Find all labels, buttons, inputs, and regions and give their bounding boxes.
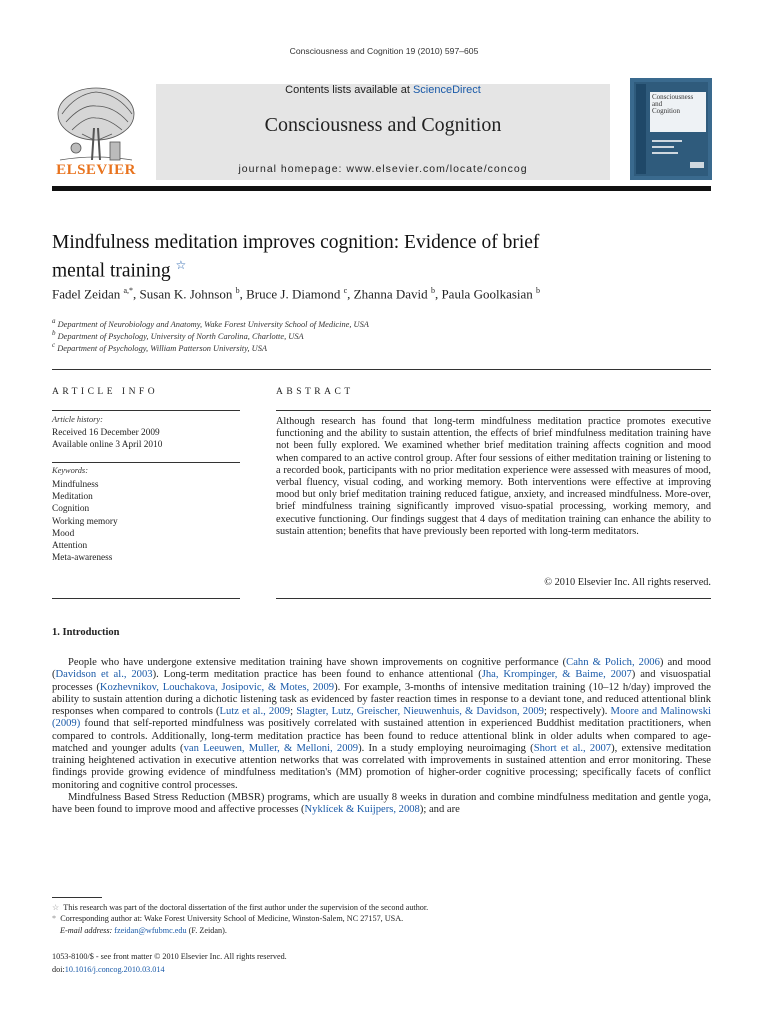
sciencedirect-link[interactable]: ScienceDirect xyxy=(412,84,481,96)
keyword: Attention xyxy=(52,541,88,552)
paragraph-text: ); and are xyxy=(419,804,460,815)
footnote-email xyxy=(60,926,227,935)
article-info-heading: ARTICLE INFO xyxy=(52,387,159,397)
keyword: Cognition xyxy=(52,504,90,515)
journal-masthead xyxy=(52,84,712,180)
article-info-rule xyxy=(52,410,240,411)
received-date: Received 16 December 2009 xyxy=(52,428,160,438)
masthead-rule xyxy=(52,186,711,191)
paragraph-text: ). Long-term meditation practice has been found to enhance attentional ( xyxy=(152,669,482,681)
keyword-list xyxy=(52,479,118,564)
paragraph-text: ) and mood ( xyxy=(52,657,711,681)
keyword: Mindfulness xyxy=(52,480,99,490)
email-label: E-mail address: xyxy=(60,926,113,935)
article-title xyxy=(52,231,652,283)
cover-title xyxy=(650,92,706,132)
issn-line: 1053-8100/$ - see front matter © 2010 Elsevier Inc. All rights reserved. xyxy=(52,952,287,961)
article-title-line-1: Mindfulness meditation improves cognition: Evidence of brief xyxy=(52,232,540,253)
article-info-bottom-rule xyxy=(52,598,240,599)
abstract-text: Although research has found that long-term mindfulness meditation practice promotes executive functioning and the ability to sustain attention, the effects of brief mindfulness meditation training have not been fully explored. We examined whether brief meditation training affects cognition and mood when compared to an active control group. After four sessions of either meditation training or listening to a recorded book, participants with no prior meditation experience were assessed with measures of mood, verbal fluency, visual coding, and working memory. Both interventions were effective at improving mood but only brief meditation training reduced fatigue, anxiety, and increased mindfulness. More-over, brief mindfulness training significantly improved visuo-spatial processing, working memory, and executive functioning. Our findings suggest that 4 days of meditation training can enhance the ability to sustain attention; benefits that have previously been reported with long-term meditators. xyxy=(276,416,711,537)
keyword: Working memory xyxy=(52,516,118,527)
journal-cover-thumbnail[interactable] xyxy=(630,78,712,180)
journal-banner xyxy=(156,84,610,180)
author-affiliation-mark: b xyxy=(430,286,435,295)
footnote-dissertation xyxy=(52,902,428,912)
keyword: Meditation xyxy=(52,492,93,503)
paragraph-text: ). In a study employing neuroimaging ( xyxy=(358,742,534,754)
author-name[interactable]: Zhanna David xyxy=(353,286,428,302)
title-footnote-star[interactable]: ☆ xyxy=(175,258,187,272)
abstract-heading: ABSTRACT xyxy=(276,387,354,397)
introduction-paragraph xyxy=(52,657,711,792)
paragraph-text: People who have undergone extensive meditation training have shown improvements on cognitive performance ( xyxy=(68,657,567,668)
citation-link[interactable]: Nyklícek & Kuijpers, 2008 xyxy=(304,804,420,815)
journal-citation: Consciousness and Cognition 19 (2010) 597–605 xyxy=(289,46,479,56)
contents-line xyxy=(156,84,610,96)
author-name[interactable]: Paula Goolkasian xyxy=(441,286,533,302)
citation-link[interactable]: Lutz et al., 2009 xyxy=(219,706,291,717)
citation-link[interactable]: Jha, Krompinger, & Baime, 2007 xyxy=(481,669,632,681)
keywords-label: Keywords: xyxy=(52,466,88,475)
author-name[interactable]: Bruce J. Diamond xyxy=(246,286,341,302)
cover-title-line-1: Consciousness xyxy=(652,93,694,101)
paragraph-text: ). For example, 3-months of intensive meditation training (10–12 h/day) improved the ability to sustain attention during a dichotic listening task as evidenced by faster reaction times in response to a deviant tone, and reduced attentional blink responses when compared to controls ( xyxy=(52,681,711,717)
affiliation xyxy=(52,317,369,329)
author-affiliation-mark: b xyxy=(536,286,541,295)
article-history-label: Article history: xyxy=(52,415,103,424)
doi-prefix: doi: xyxy=(52,965,65,974)
paragraph-text: Mindfulness Based Stress Reduction (MBSR) programs, which are usually 8 weeks in duration and combine mindfulness meditation and gentle yoga, have been found to improve mood and affective processes ( xyxy=(52,791,711,815)
affiliation-text: Department of Neurobiology and Anatomy, Wake Forest University School of Medicine, USA xyxy=(57,319,369,329)
available-date: Available online 3 April 2010 xyxy=(52,440,163,450)
footnote-corresponding xyxy=(52,914,403,923)
paragraph-text: ) and visuospatial processes ( xyxy=(52,669,711,693)
contents-prefix: Contents lists available at xyxy=(285,84,413,96)
footnote-dissertation-text: This research was part of the doctoral dissertation of the first author under the supervision of the second author. xyxy=(63,903,429,912)
publisher-wordmark: ELSEVIER xyxy=(56,162,136,178)
affiliation-mark: b xyxy=(52,329,56,337)
citation-link[interactable]: Cahn & Polich, 2006 xyxy=(566,657,660,668)
affiliation xyxy=(52,341,267,353)
paragraph-text: ), extensive meditation training heightened activation in executive attention networks that was correlated with improvements in sustained attention and error monitoring. These findings provide growing evidence of mindfulness meditation's (MM) promotion of higher-order cognitive processing; specifically facets of conflict monitoring and cognitive control processes. xyxy=(52,742,712,791)
paragraph-text: ; respectively). xyxy=(543,706,611,717)
doi-link[interactable]: 10.1016/j.concog.2010.03.014 xyxy=(64,965,165,974)
author-affiliation-mark: c xyxy=(343,286,348,295)
citation-link[interactable]: Davidson et al., 2003 xyxy=(55,669,153,681)
doi-line xyxy=(52,965,165,974)
elsevier-logo[interactable] xyxy=(52,84,140,180)
homepage-url[interactable]: www.elsevier.com/locate/concog xyxy=(346,163,528,175)
cover-title-line-2: and xyxy=(652,100,663,108)
journal-homepage xyxy=(156,163,610,175)
author-affiliation-mark: a,* xyxy=(123,286,134,295)
keyword: Mood xyxy=(52,528,75,539)
abstract-copyright: © 2010 Elsevier Inc. All rights reserved. xyxy=(544,577,711,588)
footnote-corresponding-mark: * xyxy=(52,914,57,923)
keyword: Meta-awareness xyxy=(52,553,113,564)
author-name[interactable]: Susan K. Johnson xyxy=(139,286,233,302)
citation-link[interactable]: van Leeuwen, Muller, & Melloni, 2009 xyxy=(183,742,359,754)
abstract-bottom-rule xyxy=(276,598,711,599)
section-rule xyxy=(52,369,711,370)
paragraph-text: ; xyxy=(290,706,297,717)
citation-link[interactable]: Moore and Malinowski (2009) xyxy=(52,706,711,730)
introduction-heading: 1. Introduction xyxy=(52,627,120,638)
paragraph-text: found that self-reported mindfulness was positively correlated with sustained attention in experienced Buddhist meditation practitioners, when compared to controls. Additionally, long-term meditation practice has been found to reduce attentional blink in older adults when compared to age-matched and younger adults ( xyxy=(52,718,711,754)
citation-link[interactable]: Slagter, Lutz, Greischer, Nieuwenhuis, & Davidson, 2009 xyxy=(296,706,544,717)
journal-name: Consciousness and Cognition xyxy=(264,114,502,136)
cover-title-line-3: Cognition xyxy=(652,107,681,115)
affiliation-text: Department of Psychology, University of North Carolina, Charlotte, USA xyxy=(57,331,304,341)
footnote-rule xyxy=(52,897,102,898)
citation-link[interactable]: Short et al., 2007 xyxy=(533,742,612,754)
introduction-paragraph xyxy=(52,792,711,817)
keywords-rule xyxy=(52,462,240,463)
email-link[interactable]: fzeidan@wfubmc.edu xyxy=(114,926,187,935)
author-name[interactable]: Fadel Zeidan xyxy=(52,286,121,302)
affiliation-mark: a xyxy=(52,317,56,325)
abstract-rule xyxy=(276,410,711,411)
footnote-star-mark: ☆ xyxy=(52,903,60,912)
citation-link[interactable]: Kozhevnikov, Louchakova, Josipovic, & Motes, 2009 xyxy=(99,681,335,693)
homepage-prefix: journal homepage: xyxy=(238,163,347,175)
introduction-body xyxy=(52,657,711,816)
affiliation xyxy=(52,329,304,341)
email-suffix: (F. Zeidan). xyxy=(188,926,227,935)
author-affiliation-mark: b xyxy=(235,286,240,295)
article-title-line-2: mental training xyxy=(52,260,171,282)
author-list: Fadel Zeidan $^{a,*}$, Susan K. Johnson $^b$, Bruce J. Diamond $^c$, Zhanna David $^b$, Paula Goolkasian $^b$ xyxy=(52,286,541,302)
footnote-corresponding-text: Corresponding author at: Wake Forest University School of Medicine, Winston-Salem, NC 27157, USA. xyxy=(60,914,404,923)
affiliation-mark: c xyxy=(52,341,56,349)
affiliation-text: Department of Psychology, William Patterson University, USA xyxy=(57,343,268,353)
